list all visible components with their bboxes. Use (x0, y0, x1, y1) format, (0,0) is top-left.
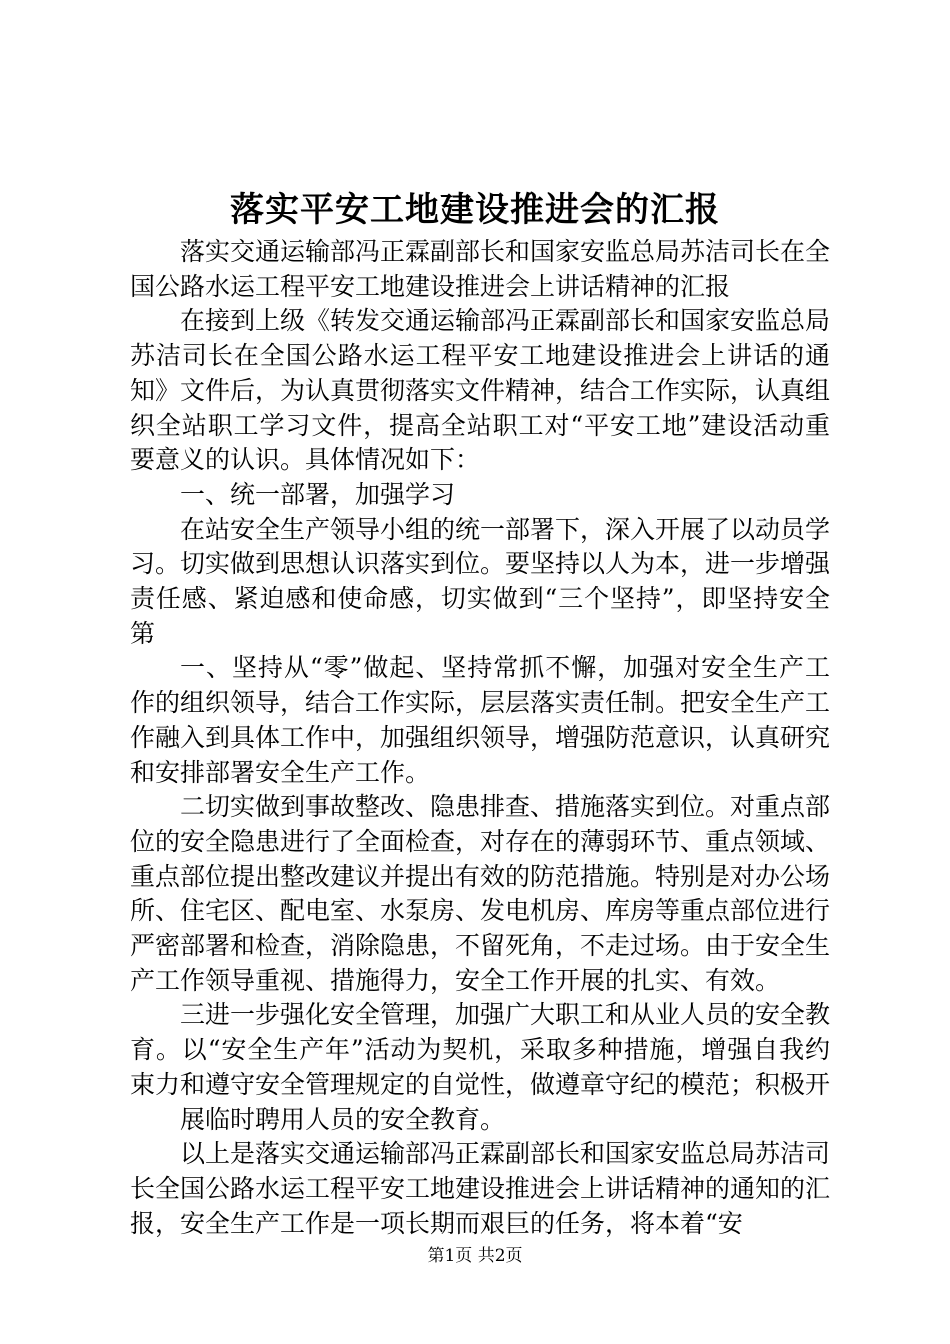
section-heading-1: 一、统一部署，加强学习 (180, 479, 456, 509)
paragraph-point-3: 三进一步强化安全管理，加强广大职工和从业人员的安全教育。以“安全生产年”活动为契机，采取多种措施，增强自我约束力和遵守安全管理规定的自觉性，做遵章守纪的模范；积极开 (130, 1000, 831, 1099)
document-body (130, 235, 830, 1241)
paragraph-point-2: 二切实做到事故整改、隐患排查、措施落实到位。对重点部位的安全隐患进行了全面检查，对存在的薄弱环节、重点领域、重点部位提出整改建议并提出有效的防范措施。特别是对办公场所、住宅区、配电室、水泵房、发电机房、库房等重点部位进行严密部署和检查，消除隐患，不留死角，不走过场。由于安全生产工作领导重视、措施得力，安全工作开展的扎实、有效。 (130, 792, 831, 995)
paragraph-notice: 在接到上级《转发交通运输部冯正霖副部长和国家安监总局苏洁司长在全国公路水运工程平安工地建设推进会上讲话的通知》文件后，为认真贯彻落实文件精神，结合工作实际，认真组织全站职工学习文件，提高全站职工对“平安工地”建设活动重要意义的认识。具体情况如下： (130, 306, 831, 475)
paragraph-point-3-cont: 展临时聘用人员的安全教育。 (180, 1104, 506, 1134)
document-title: 落实平安工地建设推进会的汇报 (230, 190, 720, 230)
page-number: 第1页 共2页 (427, 1246, 523, 1266)
paragraph-point-1: 一、坚持从“零”做起、坚持常抓不懈，加强对安全生产工作的组织领导，结合工作实际，层层落实责任制。把安全生产工作融入到具体工作中，加强组织领导，增强防范意识，认真研究和安排部署安全生产工作。 (130, 653, 831, 787)
paragraph-section-1: 在站安全生产领导小组的统一部署下，深入开展了以动员学习。切实做到思想认识落实到位。要坚持以人为本，进一步增强责任感、紧迫感和使命感，切实做到“三个坚持”，即坚持安全第 (130, 514, 831, 648)
paragraph-conclusion: 以上是落实交通运输部冯正霖副部长和国家安监总局苏洁司长全国公路水运工程平安工地建设推进会上讲话精神的通知的汇报，安全生产工作是一项长期而艰巨的任务，将本着“安 (130, 1139, 831, 1238)
paragraph-intro: 落实交通运输部冯正霖副部长和国家安监总局苏洁司长在全国公路水运工程平安工地建设推进会上讲话精神的汇报 (130, 237, 831, 301)
